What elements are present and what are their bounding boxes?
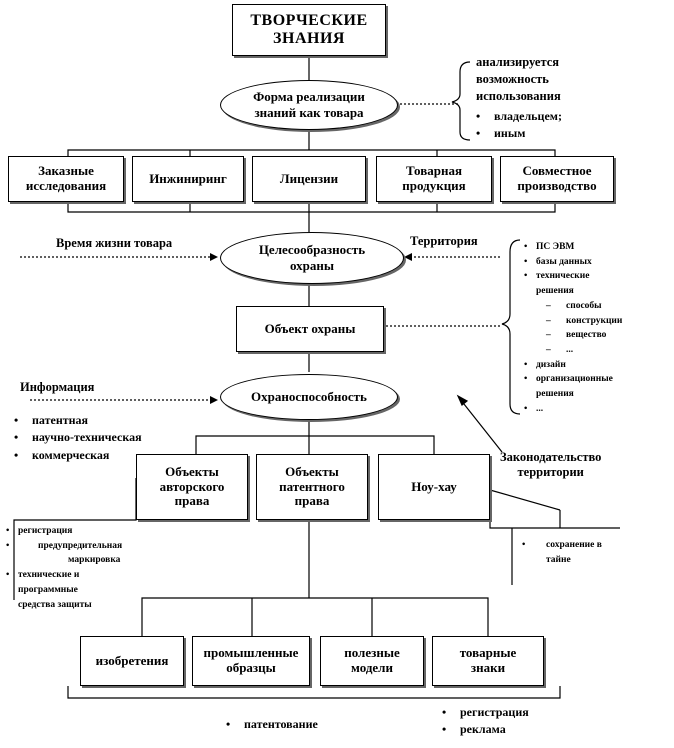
protection-object-box: [236, 306, 384, 352]
patent-type-inventions: [80, 636, 184, 686]
form-box-research: [8, 156, 124, 202]
form-label: Товарная: [405, 163, 463, 179]
realization-line1: Форма реализации: [253, 89, 365, 105]
form-label: исследования: [25, 178, 107, 193]
form-label: Лицензии: [279, 170, 339, 186]
patenting-list: [222, 716, 318, 733]
law-line1: Законодательство: [500, 450, 602, 464]
list-item: • патентование: [222, 716, 318, 733]
protectability-ellipse: [220, 374, 398, 420]
lifetime-label: Время жизни товара: [56, 236, 173, 250]
list-item: • организационные: [522, 372, 622, 387]
list-item: • коммерческая: [10, 447, 142, 464]
analysis-line3: использования: [476, 88, 561, 103]
list-item: • научно-техническая: [10, 429, 142, 446]
patent-type-utility-models: [320, 636, 424, 686]
analysis-list: [472, 108, 562, 143]
list-item: – вещество: [522, 328, 622, 343]
information-list: [10, 412, 142, 464]
list-item: • технические и: [4, 568, 122, 583]
form-box-joint-production: [500, 156, 614, 202]
know-how-protection-list: [520, 538, 602, 567]
form-label: Заказные: [38, 163, 94, 179]
list-item: • регистрация: [4, 524, 122, 539]
creative-knowledge-line2: ЗНАНИЯ: [273, 30, 345, 47]
trademark-protection-list: [438, 704, 529, 739]
list-item: • иным: [472, 125, 562, 142]
protection-objects-list: [522, 240, 622, 417]
copyright-protection-list: [4, 524, 122, 612]
know-how-box: [378, 454, 490, 520]
form-label: продукция: [402, 178, 466, 193]
patent-type-industrial-designs: [192, 636, 310, 686]
patent-type-label: знаки: [470, 660, 506, 675]
expediency-line2: охраны: [289, 258, 335, 273]
list-item: • ...: [522, 402, 622, 417]
list-item: • реклама: [438, 721, 529, 738]
patent-type-label: образцы: [226, 660, 276, 675]
law-label: [500, 450, 601, 480]
expediency-line1: Целесообразность: [258, 242, 366, 258]
realization-form-ellipse: [220, 80, 398, 130]
protectability-label: Охраноспособность: [251, 389, 367, 405]
list-item: – ...: [522, 343, 622, 358]
patent-type-trademarks: [432, 636, 544, 686]
expediency-ellipse: [220, 232, 404, 284]
list-item: • регистрация: [438, 704, 529, 721]
form-box-engineering: [132, 156, 244, 202]
protection-object-label: Объект охраны: [264, 320, 356, 336]
list-item: • патентная: [10, 412, 142, 429]
list-item: • технические: [522, 269, 622, 284]
rights-label: патентного: [279, 478, 345, 494]
patent-type-label: модели: [351, 660, 393, 675]
patent-type-label: промышленные: [203, 645, 299, 661]
list-item: решения: [536, 286, 574, 297]
form-box-licenses: [252, 156, 366, 202]
form-label: производство: [517, 178, 597, 193]
form-label: Совместное: [522, 163, 592, 179]
copyright-objects-box: [136, 454, 248, 520]
form-label: Инжиниринг: [149, 170, 227, 186]
analysis-text: [476, 54, 561, 105]
creative-knowledge-box: [232, 4, 386, 56]
analysis-line2: возможность: [476, 71, 549, 86]
rights-label: права: [174, 493, 210, 509]
rights-label: права: [294, 493, 330, 509]
list-item: маркировка: [68, 555, 121, 566]
information-label: Информация: [20, 380, 95, 394]
rights-label: Объекты: [165, 463, 219, 479]
list-item: • предупредительная: [4, 539, 122, 554]
list-item: – конструкции: [522, 314, 622, 329]
realization-line2: знаний как товара: [254, 105, 364, 120]
rights-label: авторского: [159, 478, 225, 494]
patent-type-label: товарные: [459, 645, 517, 661]
patent-type-label: изобретения: [95, 652, 169, 668]
list-item: • сохранение в: [520, 538, 602, 553]
list-item: программные: [18, 584, 78, 595]
patent-type-label: полезные: [344, 645, 400, 661]
territory-label: Территория: [410, 234, 478, 248]
law-line2: территории: [517, 465, 584, 479]
list-item: – способы: [522, 299, 622, 314]
analysis-line1: анализируется: [476, 55, 560, 69]
rights-label: Объекты: [285, 463, 339, 479]
rights-label: Ноу-хау: [411, 478, 457, 494]
patent-objects-box: [256, 454, 368, 520]
list-item: • ПС ЭВМ: [522, 240, 622, 255]
list-item: • владельцем;: [472, 108, 562, 125]
list-item: • дизайн: [522, 358, 622, 373]
list-item: тайне: [546, 554, 571, 565]
form-box-products: [376, 156, 492, 202]
creative-knowledge-line1: ТВОРЧЕСКИЕ: [250, 11, 368, 29]
list-item: • базы данных: [522, 255, 622, 270]
list-item: решения: [536, 389, 574, 400]
list-item: средства защиты: [18, 599, 92, 610]
